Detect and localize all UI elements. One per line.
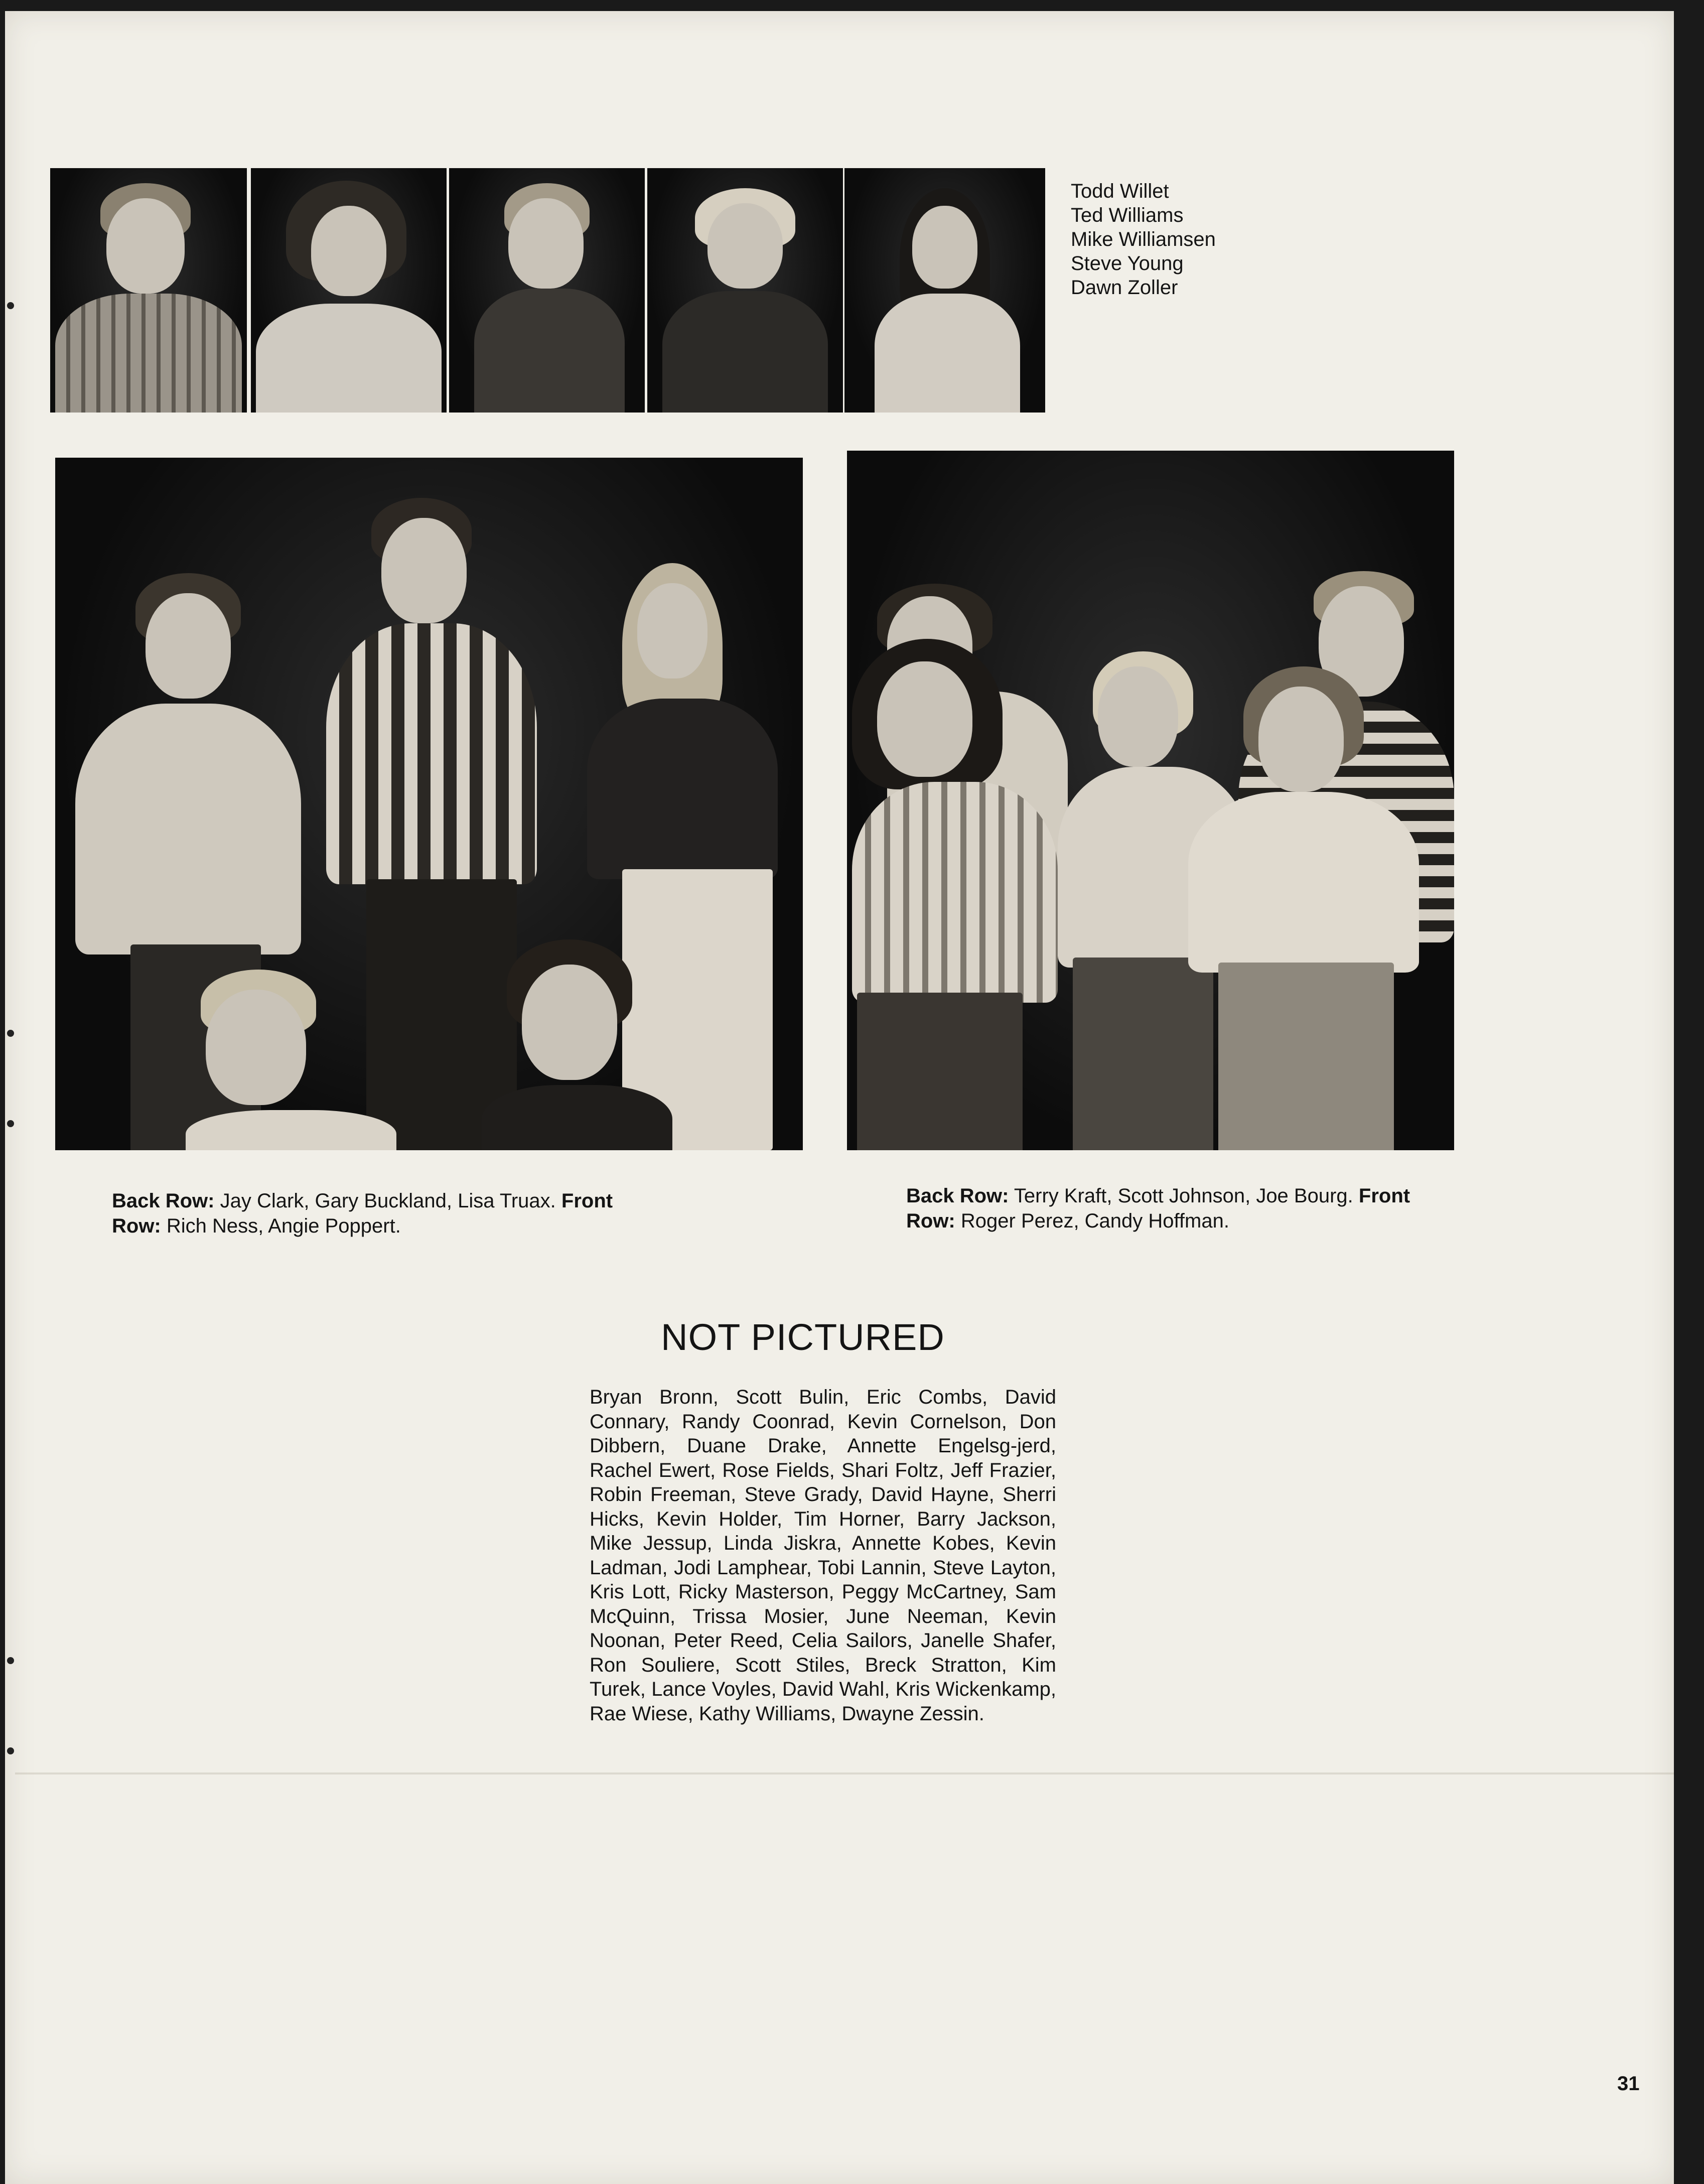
binding-hole: [7, 1120, 14, 1127]
caption-names: Roger Perez, Candy Hoffman.: [960, 1210, 1229, 1232]
portrait-name: Dawn Zoller: [1071, 277, 1178, 299]
caption-label: Back Row:: [906, 1185, 1009, 1207]
portrait-photo: [844, 168, 1045, 413]
binding-hole: [7, 1657, 14, 1664]
binding-hole: [7, 1030, 14, 1037]
portrait-name-list: [1071, 179, 1282, 300]
group-photo-left: [55, 458, 803, 1150]
caption-label: Row:: [112, 1215, 161, 1237]
not-pictured-list: Bryan Bronn, Scott Bulin, Eric Combs, David Connary, Randy Coonrad, Kevin Cornelson, Don Dibbern, Duane Drake, Annette Engelsg-jerd, Rachel Ewert, Rose Fields, Shari Foltz, Jeff Frazier, Robin Freeman, Steve Grady, David Hayne, Sherri Hicks, Kevin Holder, Tim Horner, Barry Jackson, Mike Jessup, Linda Jiskra, Annette Kobes, Kevin Ladman, Jodi Lamphear, Tobi Lannin, Steve Layton, Kris Lott, Ricky Masterson, Peggy McCartney, Sam McQuinn, Trissa Mosier, June Neeman, Kevin Noonan, Peter Reed, Celia Sailors, Janelle Shafer, Ron Souliere, Scott Stiles, Breck Stratton, Kim Turek, Lance Voyles, David Wahl, Kris Wickenkamp, Rae Wiese, Kathy Williams, Dwayne Zessin.: [590, 1386, 1056, 1725]
caption-names: Terry Kraft, Scott Johnson, Joe Bourg.: [1014, 1185, 1353, 1207]
portrait-photo: [647, 168, 843, 413]
portrait-name: Ted Williams: [1071, 204, 1184, 226]
group-photo-right: [847, 451, 1454, 1150]
not-pictured-heading: NOT PICTURED: [661, 1316, 945, 1358]
portrait-photo: [50, 168, 247, 413]
page-fold: [15, 1772, 1674, 1774]
binding-hole: [7, 302, 14, 309]
caption-label: Row:: [906, 1210, 955, 1232]
portrait-name: Steve Young: [1071, 252, 1184, 275]
binding-hole: [7, 1747, 14, 1754]
caption-names: Jay Clark, Gary Buckland, Lisa Truax.: [220, 1190, 556, 1212]
yearbook-page: [5, 11, 1674, 2184]
caption-label: Back Row:: [112, 1190, 215, 1212]
caption-label: Front: [561, 1190, 613, 1212]
page-number: 31: [1617, 2073, 1640, 2095]
caption-label: Front: [1358, 1185, 1410, 1207]
caption-names: Rich Ness, Angie Poppert.: [166, 1215, 401, 1237]
caption-left: [112, 1188, 729, 1239]
portrait-name: Mike Williamsen: [1071, 228, 1216, 250]
portrait-photo: [251, 168, 447, 413]
caption-right: [906, 1183, 1533, 1234]
portrait-photo: [449, 168, 645, 413]
portrait-name: Todd Willet: [1071, 180, 1169, 202]
